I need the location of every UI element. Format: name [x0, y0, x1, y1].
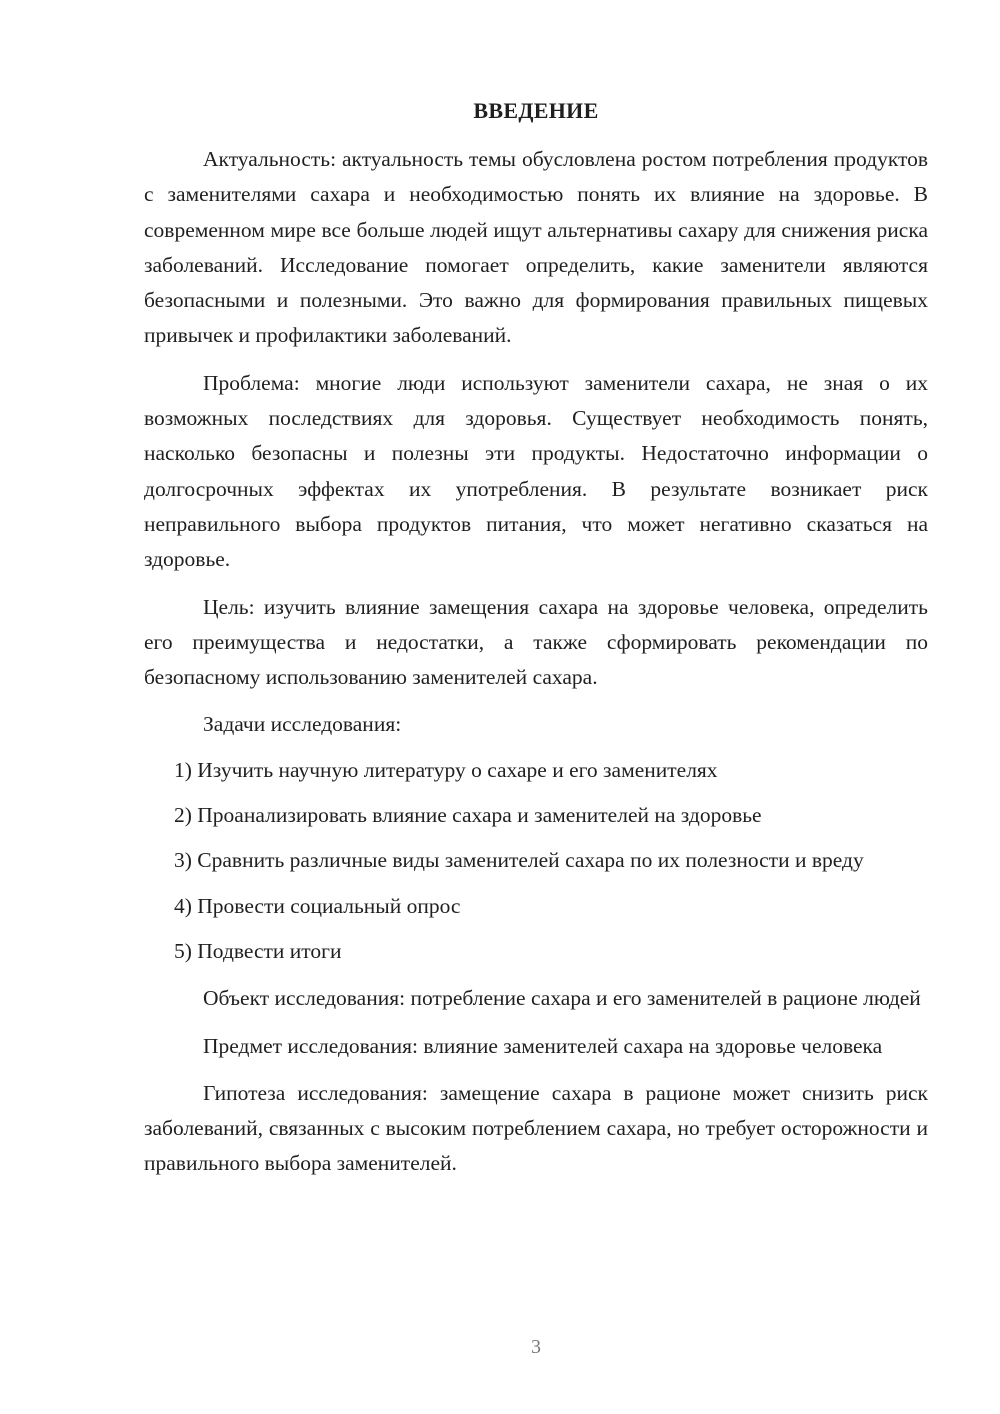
paragraph-relevance: Актуальность: актуальность темы обусловлена ростом потребления продуктов с заменителями сахара и необходимостью понять их влияние на здоровье. В современном мире все больше людей ищут альтернативы сахару для снижения риска заболеваний. Исследование помогает определить, какие заменители являются безопасными и полезными. Это важно для формирования правильных пищевых привычек и профилактики заболеваний.: [144, 147, 928, 348]
list-item: 3) Сравнить различные виды заменителей сахара по их полезности и вреду: [174, 848, 864, 873]
paragraph-problem: Проблема: многие люди используют заменители сахара, не зная о их возможных последствиях для здоровья. Существует необходимость понять, насколько безопасны и полезны эти продукты. Недостаточно информации о долгосрочных эффектах их употребления. В результате возникает риск неправильного выбора продуктов питания, что может негативно сказаться на здоровье.: [144, 370, 928, 572]
tasks-heading: Задачи исследования:: [203, 712, 402, 737]
paragraph-goal: Цель: изучить влияние замещения сахара на здоровье человека, определить его преимущества и недостатки, а также сформировать рекомендации по безопасному использованию заменителей сахара.: [144, 594, 928, 690]
paragraph-subject: Предмет исследования: влияние заменителей сахара на здоровье человека: [203, 1033, 883, 1058]
page-number: 3: [531, 1336, 541, 1358]
page-title: ВВЕДЕНИЕ: [473, 98, 599, 123]
list-item: 2) Проанализировать влияние сахара и заменителей на здоровье: [174, 803, 762, 828]
list-item: 4) Провести социальный опрос: [174, 893, 461, 918]
paragraph-hypothesis: Гипотеза исследования: замещение сахара в рационе может снизить риск заболеваний, связанных с высоким потреблением сахара, но требует осторожности и правильного выбора заменителей.: [144, 1080, 928, 1176]
document-body: [144, 142, 928, 1182]
list-item: 1) Изучить научную литературу о сахаре и его заменителях: [174, 757, 718, 782]
tasks-list: [144, 753, 928, 969]
list-item: 5) Подвести итоги: [174, 938, 342, 963]
paragraph-object: Объект исследования: потребление сахара и его заменителей в рационе людей: [203, 986, 921, 1011]
